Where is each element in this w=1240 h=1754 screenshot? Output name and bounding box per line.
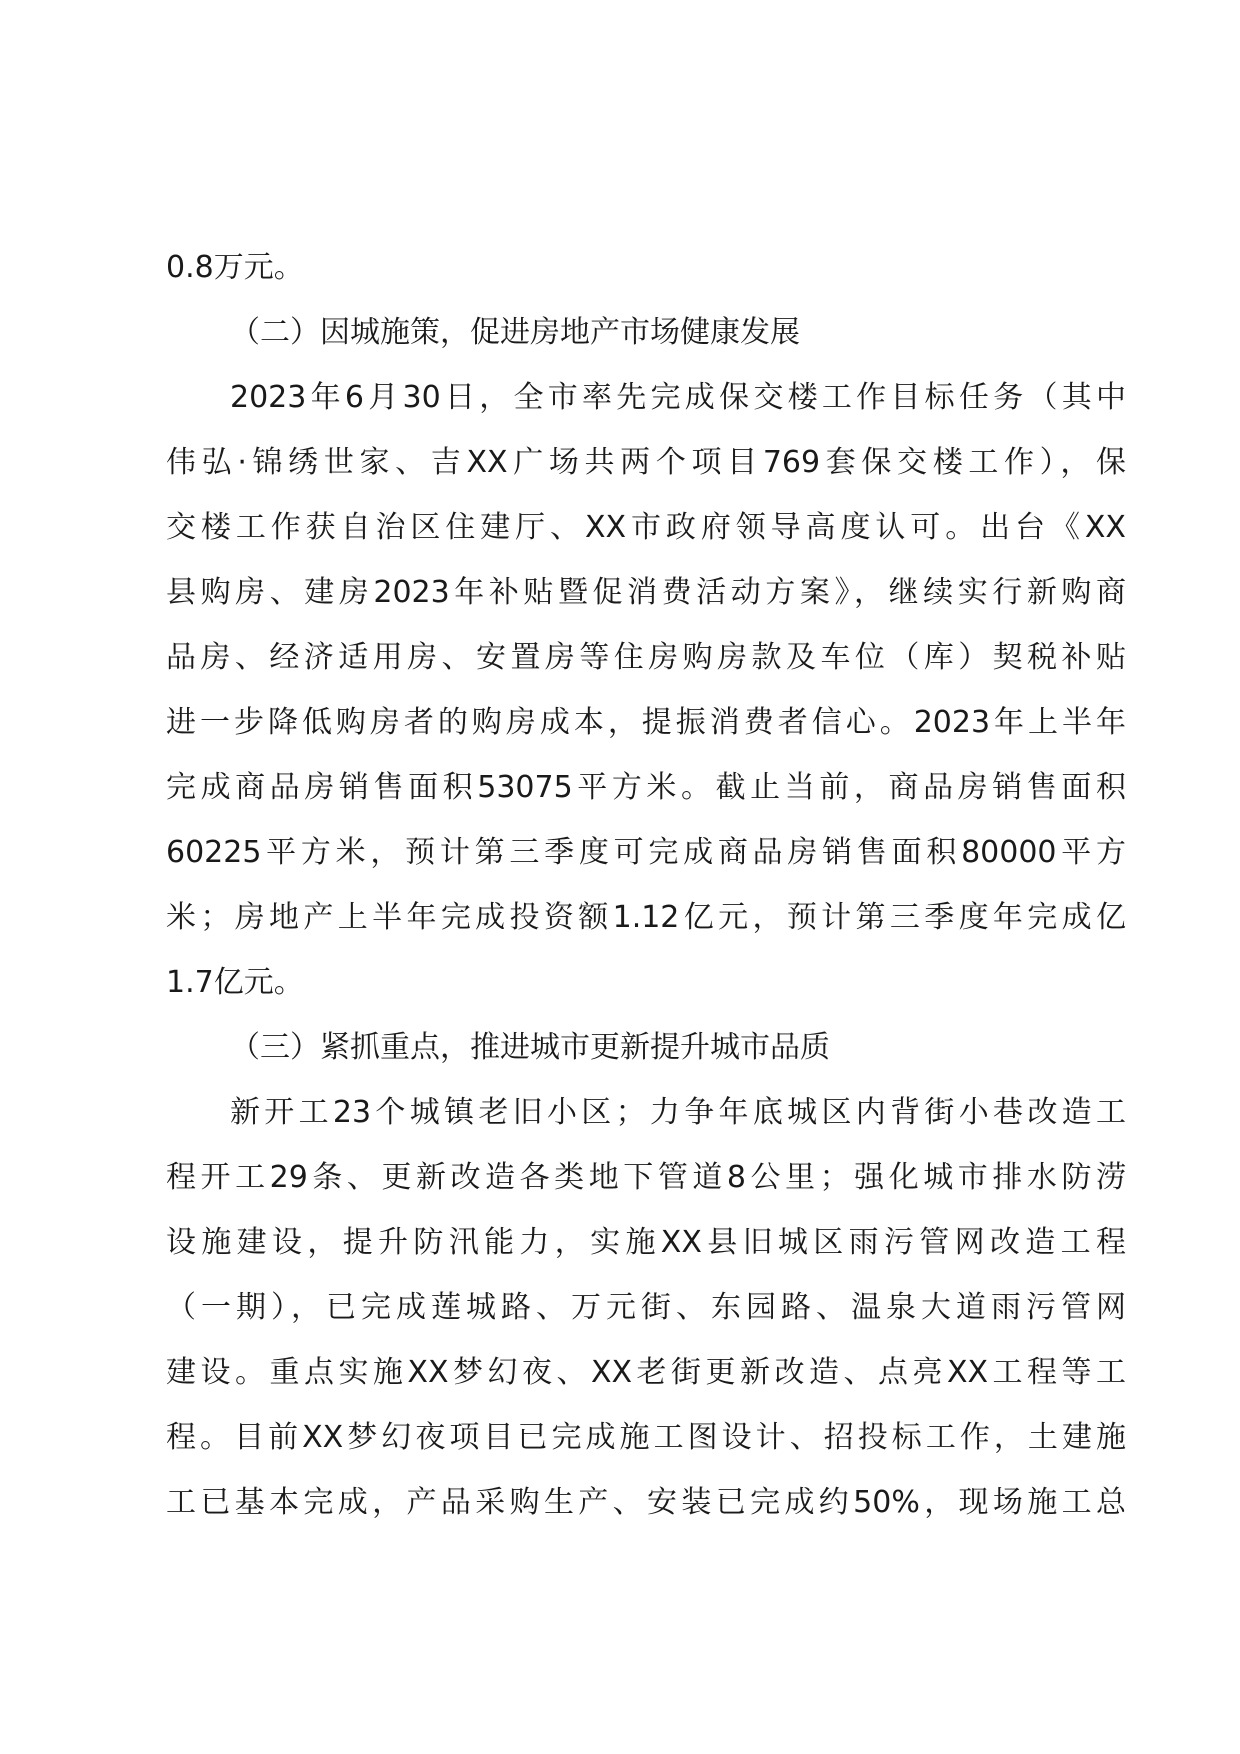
body-line: 交楼工作获自治区住建厅、XX市政府领导高度认可。出台《XX (166, 510, 1126, 545)
document-body (166, 235, 1126, 1535)
body-line: 米；房地产上半年完成投资额1.12亿元，预计第三季度年完成亿 (166, 900, 1126, 935)
section-heading: （二）因城施策，促进房地产市场健康发展 (230, 315, 800, 350)
body-line: 0.8万元。 (166, 250, 304, 285)
body-line: （一期），已完成莲城路、万元街、东园路、温泉大道雨污管网 (166, 1290, 1126, 1325)
body-line: 建设。重点实施XX梦幻夜、XX老街更新改造、点亮XX工程等工 (166, 1355, 1126, 1390)
body-line: 60225平方米，预计第三季度可完成商品房销售面积80000平方 (166, 835, 1126, 870)
paragraph-first-line: 2023年6月30日，全市率先完成保交楼工作目标任务（其中 (230, 380, 1126, 415)
body-line: 工已基本完成，产品采购生产、安装已完成约50%，现场施工总 (166, 1485, 1126, 1520)
body-line: 县购房、建房2023年补贴暨促消费活动方案》，继续实行新购商 (166, 575, 1126, 610)
body-line: 设施建设，提升防汛能力，实施XX县旧城区雨污管网改造工程 (166, 1225, 1126, 1260)
body-line: 品房、经济适用房、安置房等住房购房款及车位（库）契税补贴 (166, 640, 1126, 675)
paragraph-first-line: 新开工23个城镇老旧小区；力争年底城区内背街小巷改造工 (230, 1095, 1126, 1130)
body-line: 1.7亿元。 (166, 965, 304, 1000)
section-heading: （三）紧抓重点，推进城市更新提升城市品质 (230, 1030, 830, 1065)
body-line: 进一步降低购房者的购房成本，提振消费者信心。2023年上半年 (166, 705, 1126, 740)
body-line: 完成商品房销售面积53075平方米。截止当前，商品房销售面积 (166, 770, 1126, 805)
body-line: 程开工29条、更新改造各类地下管道8公里；强化城市排水防涝 (166, 1160, 1126, 1195)
body-line: 程。目前XX梦幻夜项目已完成施工图设计、招投标工作，土建施 (166, 1420, 1126, 1455)
body-line: 伟弘·锦绣世家、吉XX广场共两个项目769套保交楼工作），保 (166, 445, 1126, 480)
